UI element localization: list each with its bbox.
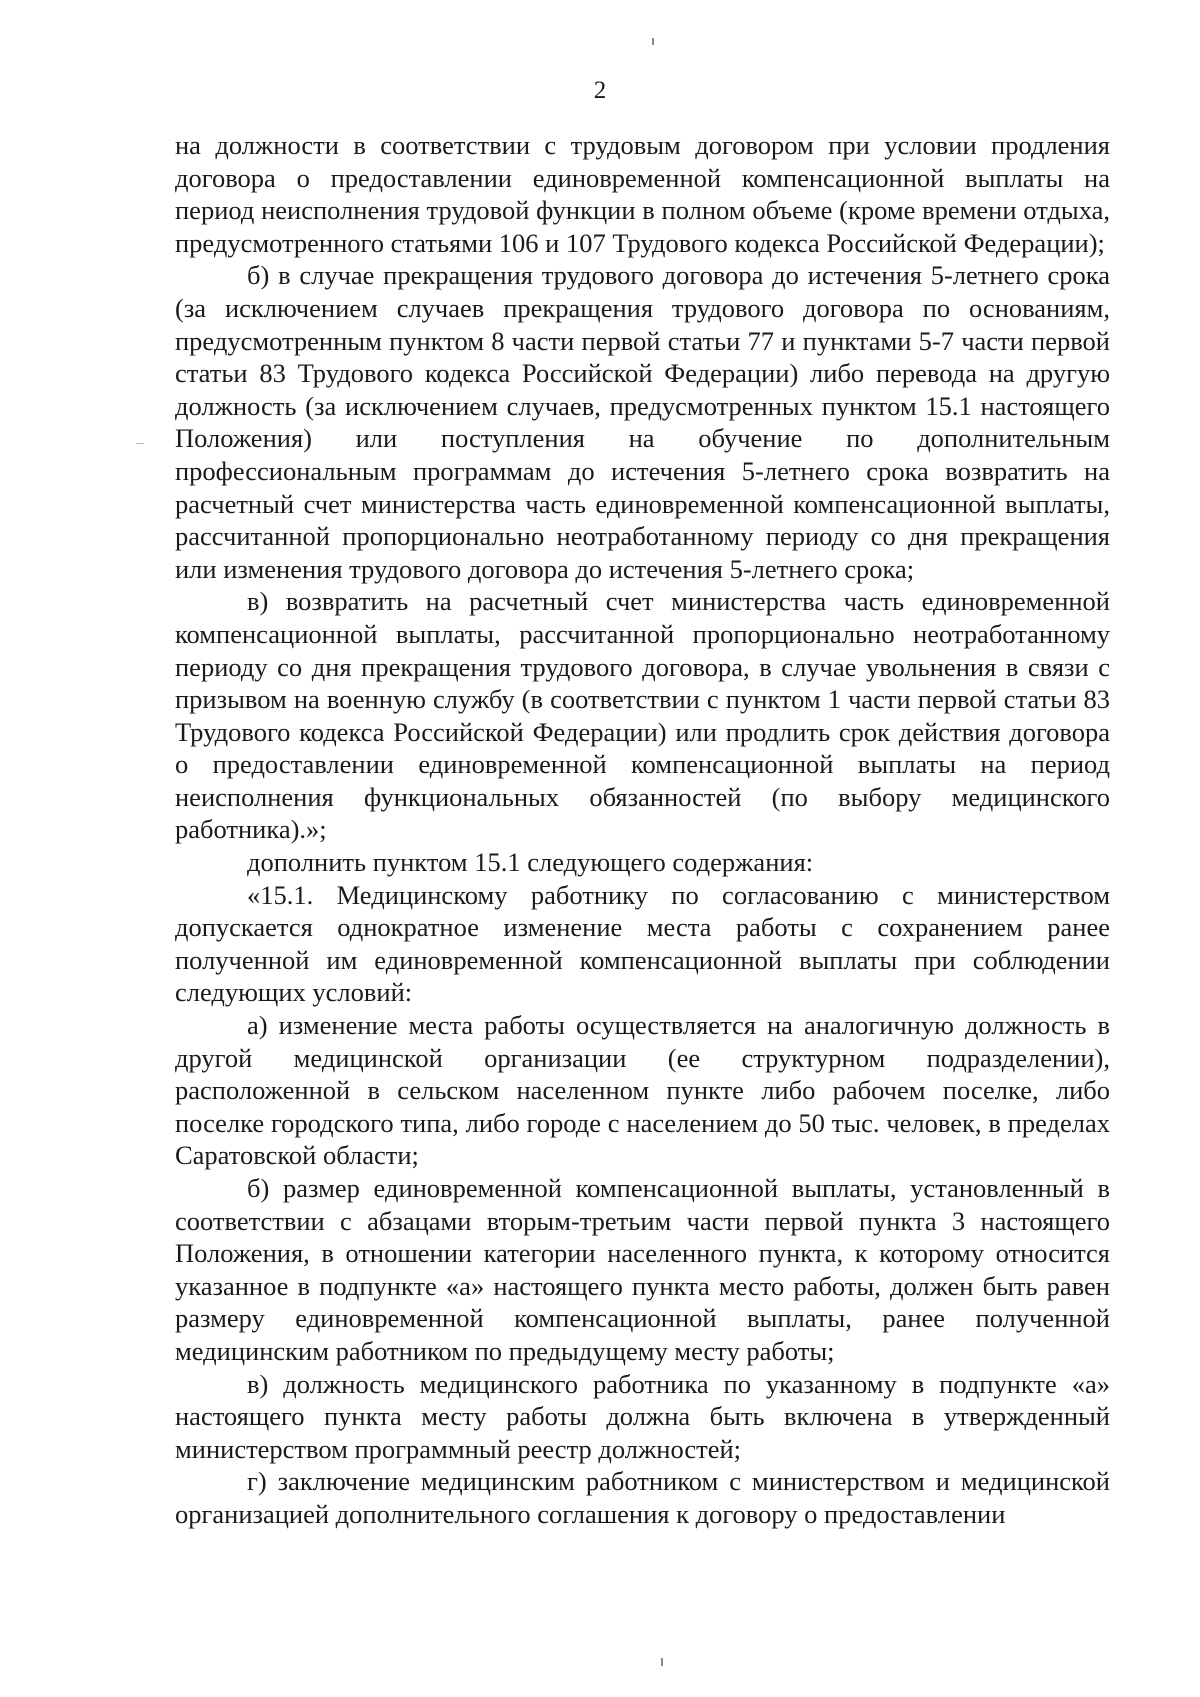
scan-speck	[652, 38, 654, 45]
document-body	[175, 129, 1110, 1531]
paragraph-continuation: на должности в соответствии с трудовым договором при условии продления договора о предоставлении единовременной компенсационной выплаты на период неисполнения трудовой функции в полном объеме (кроме времени отдыха, предусмотренного статьями 106 и 107 Трудового кодекса Российской Федерации);	[175, 130, 1110, 258]
scan-mark	[136, 443, 144, 444]
paragraph-item-v: в) возвратить на расчетный счет министерства часть единовременной компенсационной выплаты, рассчитанной пропорционально неотработанному периоду со дня прекращения трудового договора, в случае увольнения в связи с призывом на военную службу (в соответствии с пунктом 1 части первой статьи 83 Трудового кодекса Российской Федерации) или продлить срок действия договора о предоставлении единовременной компенсационной выплаты на период неисполнения функциональных обязанностей (по выбору медицинского работника).»;	[175, 586, 1110, 845]
page-number: 2	[593, 77, 607, 104]
scan-speck	[661, 1658, 663, 1666]
paragraph-condition-g: г) заключение медицинским работником с министерством и медицинской организацией дополнительного соглашения к договору о предоставлении	[175, 1466, 1110, 1529]
paragraph-condition-v: в) должность медицинского работника по указанному в подпункте «а» настоящего пункта месту работы должна быть включена в утвержденный министерством программный реестр должностей;	[175, 1368, 1110, 1464]
paragraph-item-b: б) в случае прекращения трудового договора до истечения 5-летнего срока (за исключением случаев прекращения трудового договора по основаниям, предусмотренным пунктом 8 части первой статьи 77 и пунктами 5-7 части первой статьи 83 Трудового кодекса Российской Федерации) либо перевода на другую должность (за исключением случаев, предусмотренных пунктом 15.1 настоящего Положения) или поступления на обучение по дополнительным профессиональным программам до истечения 5-летнего срока возвратить на расчетный счет министерства часть единовременной компенсационной выплаты, рассчитанной пропорционально неотработанному периоду со дня прекращения или изменения трудового договора до истечения 5-летнего срока;	[175, 260, 1110, 584]
paragraph-amendment-intro: дополнить пунктом 15.1 следующего содержания:	[247, 847, 814, 878]
paragraph-condition-a: а) изменение места работы осуществляется на аналогичную должность в другой медицинской организации (ее структурном подразделении), расположенной в сельском населенном пункте либо рабочем поселке, либо поселке городского типа, либо городе с населением до 50 тыс. человек, в пределах Саратовской области;	[175, 1010, 1110, 1171]
paragraph-15-1: «15.1. Медицинскому работнику по согласованию с министерством допускается однократное изменение места работы с сохранением ранее полученной им единовременной компенсационной выплаты при соблюдении следующих условий:	[175, 879, 1110, 1008]
paragraph-condition-b: б) размер единовременной компенсационной выплаты, установленный в соответствии с абзацами вторым-третьим части первой пункта 3 настоящего Положения, в отношении категории населенного пункта, к которому относится указанное в подпункте «а» настоящего пункта место работы, должен быть равен размеру единовременной компенсационной выплаты, ранее полученной медицинским работником по предыдущему месту работы;	[175, 1173, 1110, 1366]
